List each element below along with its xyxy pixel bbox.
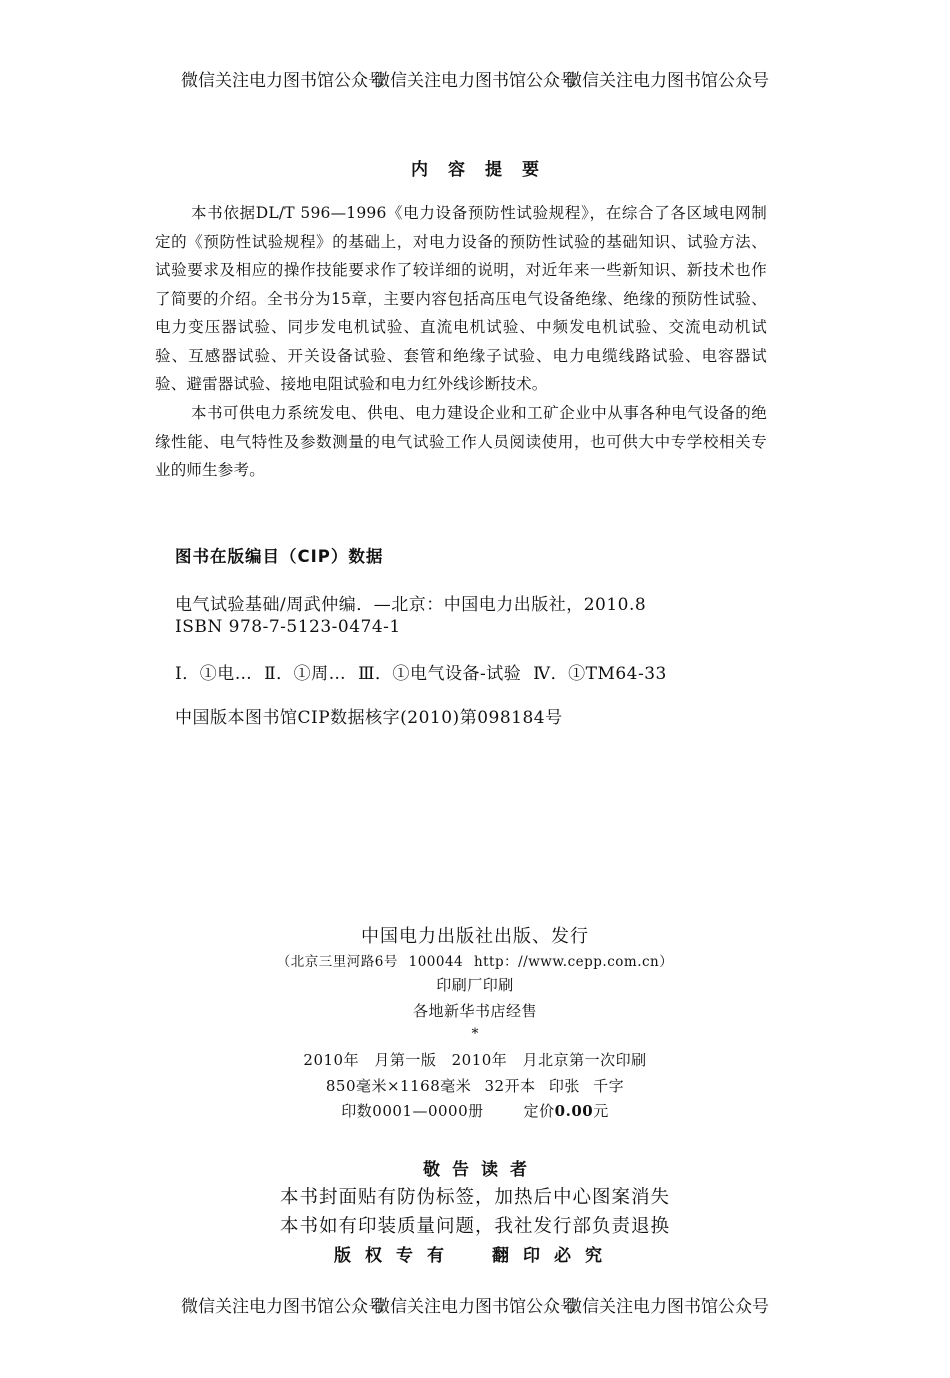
publisher-name: 中国电力出版社出版、发行 [361, 926, 589, 947]
printer-line: 印刷厂印刷 [436, 976, 514, 994]
distributor-line: 各地新华书店经售 [412, 1002, 537, 1020]
watermark-segment: 微信关注电力图书馆公众号 [565, 1297, 769, 1317]
publisher-address: （北京三里河路6号 100044 http：//www.cepp.com.cn） [276, 954, 674, 970]
cip-classification: Ⅰ．①电… Ⅱ．①周… Ⅲ．①电气设备-试验 Ⅳ．①TM64-33 [175, 664, 667, 684]
summary-heading: 内容提要 [411, 160, 559, 180]
price-unit: 元 [593, 1102, 609, 1120]
print-run: 印数0001—0000册 [341, 1102, 484, 1120]
separator-star: * [471, 1026, 479, 1042]
cip-record-number: 中国版本图书馆CIP数据核字(2010)第098184号 [175, 708, 563, 728]
notice-heading: 敬告读者 [423, 1160, 539, 1180]
price-line [0, 1100, 950, 1121]
summary-paragraph: 本书依据DL/T 596—1996《电力设备预防性试验规程》，在综合了各区域电网制定的《预防性试验规程》的基础上，对电力设备的预防性试验的基础知识、试验方法、试验要求及相应的操作技能要求作了较详细的说明，对近年来一些新知识、新技术也作了简要的介绍。全书分为15章，主要内容包括高压电气设备绝缘、绝缘的预防性试验、电力变压器试验、同步发电机试验、直流电机试验、中频发电机试验、交流电动机试验、互感器试验、开关设备试验、套管和绝缘子试验、电力电缆线路试验、电容器试验、避雷器试验、接地电阻试验和电力红外线诊断技术。 [155, 204, 767, 393]
cip-isbn: ISBN 978-7-5123-0474-1 [175, 617, 401, 637]
format-line: 850毫米×1168毫米 32开本 印张 千字 [325, 1077, 625, 1095]
copyright-no-reprint: 翻印必究 [492, 1246, 616, 1266]
notice-line: 本书封面贴有防伪标签，加热后中心图案消失 [279, 1187, 670, 1208]
watermark-bottom [0, 1292, 950, 1317]
watermark-top [0, 66, 950, 91]
watermark-segment: 微信关注电力图书馆公众号 [373, 71, 577, 91]
watermark-segment: 微信关注电力图书馆公众号 [181, 71, 385, 91]
edition-line: 2010年 月第一版 2010年 月北京第一次印刷 [303, 1051, 647, 1069]
notice-line: 本书如有印装质量问题，我社发行部负责退换 [279, 1216, 670, 1237]
watermark-segment: 微信关注电力图书馆公众号 [181, 1297, 385, 1317]
copyright-reserved: 版权专有 [334, 1246, 458, 1266]
cip-bibliographic-line: 电气试验基础/周武仲编．—北京：中国电力出版社，2010.8 [175, 595, 647, 615]
copyright-notice [0, 1241, 950, 1266]
summary-paragraph: 本书可供电力系统发电、供电、电力建设企业和工矿企业中从事各种电气设备的绝缘性能、电气特性及参数测量的电气试验工作人员阅读使用，也可供大中专学校相关专业的师生参考。 [155, 404, 767, 479]
price-label: 定价 [523, 1102, 555, 1120]
cip-title: 图书在版编目（CIP）数据 [175, 547, 384, 566]
watermark-segment: 微信关注电力图书馆公众号 [373, 1297, 577, 1317]
watermark-segment: 微信关注电力图书馆公众号 [565, 71, 769, 91]
price-value: 0.00 [554, 1102, 594, 1120]
